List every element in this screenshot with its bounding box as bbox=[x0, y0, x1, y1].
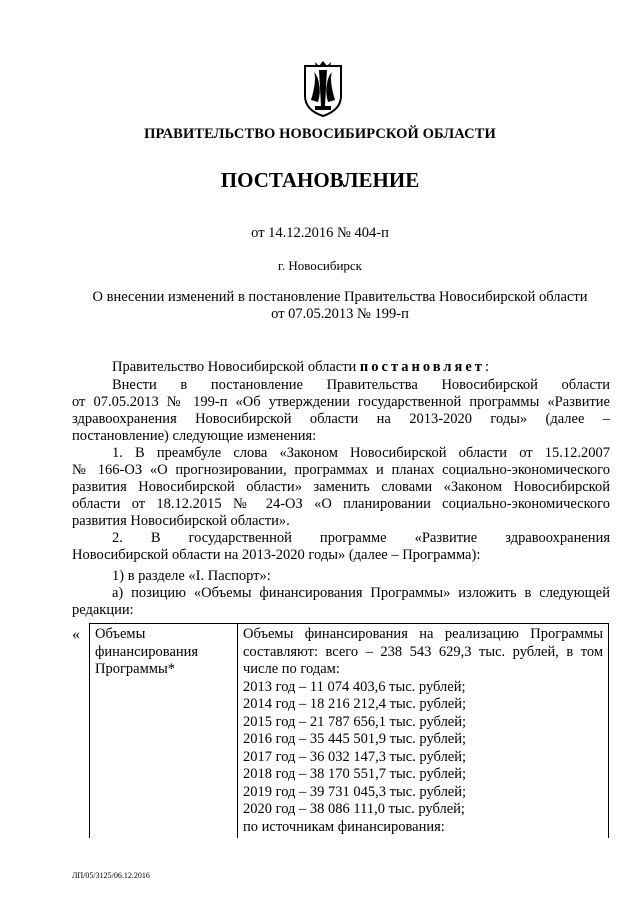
body-line: развития Новосибирской области» заменить словами «Законом Новосибирской bbox=[72, 479, 610, 495]
cell-line: 2020 год – 38 086 111,0 тыс. рублей; bbox=[243, 801, 465, 817]
cell-line: 2019 год – 39 731 045,3 тыс. рублей; bbox=[243, 783, 467, 800]
body-line: развития Новосибирской области». bbox=[72, 513, 290, 529]
cell-line: 2018 год – 38 170 551,7 тыс. рублей; bbox=[243, 766, 467, 782]
cell-line: числе по годам: bbox=[243, 661, 340, 677]
table-cell-value bbox=[238, 624, 609, 839]
novosibirsk-coat-of-arms-icon bbox=[303, 58, 343, 118]
subject-line: от 07.05.2013 № 199-п bbox=[271, 306, 409, 322]
body-line: редакции: bbox=[72, 602, 134, 618]
body-line: здравоохранения Новосибирской области на 2013-2020 годы» (далее – bbox=[72, 411, 610, 427]
cell-line: Объемы финансирования на реализацию Программы bbox=[243, 626, 603, 642]
body-line: 1) в разделе «I. Паспорт»: bbox=[112, 568, 271, 584]
document-type-title: ПОСТАНОВЛЕНИЕ bbox=[220, 168, 420, 192]
cell-line: Программы* bbox=[95, 661, 175, 677]
document-subject bbox=[70, 289, 610, 323]
intro-paragraph bbox=[112, 359, 610, 376]
cell-line: 2017 год – 36 032 147,3 тыс. рублей; bbox=[243, 748, 467, 765]
cell-line: Объемы bbox=[95, 626, 146, 642]
cell-line: 2013 год – 11 074 403,6 тыс. рублей; bbox=[243, 678, 466, 695]
body-line: а) позицию «Объемы финансирования Программы» изложить в следующей bbox=[112, 585, 610, 601]
government-name: ПРАВИТЕЛЬСТВО НОВОСИБИРСКОЙ ОБЛАСТИ bbox=[144, 126, 496, 142]
financing-table bbox=[89, 623, 609, 838]
table-cell-label bbox=[90, 624, 238, 839]
document-date-number: от 14.12.2016 № 404-п bbox=[251, 225, 389, 241]
body-line: Внести в постановление Правительства Новосибирской области bbox=[112, 377, 610, 393]
document-footer-code: ЛП/05/3125/06.12.2016 bbox=[72, 871, 150, 880]
table-row bbox=[90, 624, 609, 839]
document-city: г. Новосибирск bbox=[277, 258, 362, 273]
intro-suffix: : bbox=[484, 359, 489, 375]
body-line: области от 18.12.2015 № 24-ОЗ «О планировании социально-экономического bbox=[72, 496, 610, 512]
body-line: 1. В преамбуле слова «Законом Новосибирской области от 15.12.2007 bbox=[112, 445, 610, 461]
cell-line: составляют: всего – 238 543 629,3 тыс. рублей, в том bbox=[243, 643, 603, 660]
cell-line: финансирования bbox=[95, 643, 199, 660]
cell-line: по источникам финансирования: bbox=[243, 818, 445, 835]
body-line: Новосибирской области на 2013-2020 годы» (далее – Программа): bbox=[72, 547, 481, 563]
cell-line: 2014 год – 18 216 212,4 тыс. рублей; bbox=[243, 696, 467, 712]
body-line: 2. В государственной программе «Развитие здравоохранения bbox=[112, 530, 610, 546]
intro-prefix: Правительство Новосибирской области bbox=[112, 359, 360, 375]
body-line: постановление) следующие изменения: bbox=[72, 428, 317, 444]
subject-line: О внесении изменений в постановление Правительства Новосибирской области bbox=[92, 289, 588, 305]
cell-line: 2015 год – 21 787 656,1 тыс. рублей; bbox=[243, 713, 467, 730]
body-line: от 07.05.2013 № 199-п «Об утверждении государственной программы «Развитие bbox=[72, 394, 610, 410]
intro-decree-word: постановляет bbox=[359, 359, 485, 375]
body-line: № 166-ОЗ «О прогнозировании, программах и планах социально-экономического bbox=[72, 462, 610, 478]
opening-quote: « bbox=[72, 626, 80, 643]
cell-line: 2016 год – 35 445 501,9 тыс. рублей; bbox=[243, 731, 467, 747]
